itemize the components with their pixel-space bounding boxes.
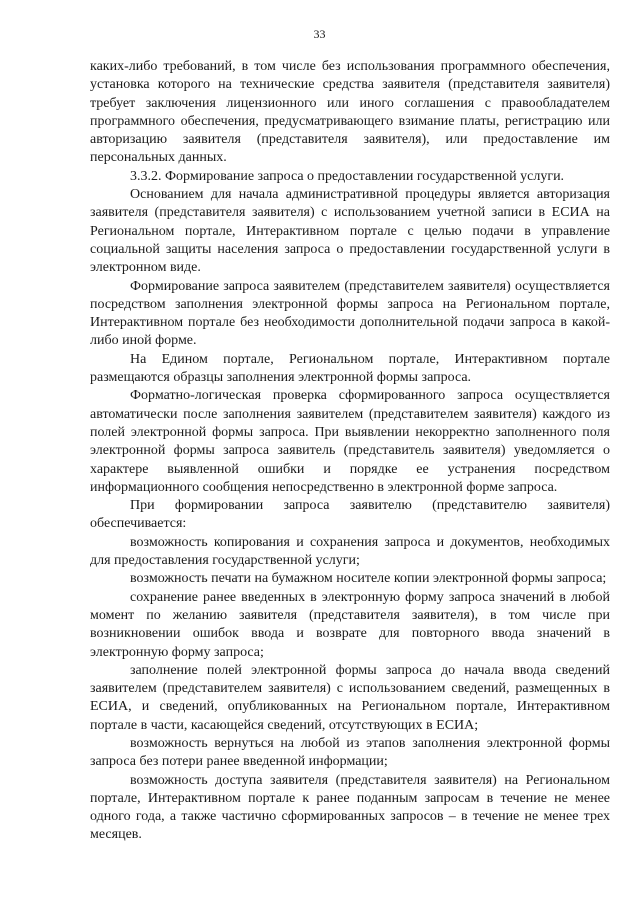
paragraph: При формировании запроса заявителю (представителю заявителя) обеспечивается: bbox=[90, 498, 610, 532]
paragraph: возможность копирования и сохранения запроса и документов, необходимых для предоставления государственной услуги; bbox=[90, 534, 610, 569]
document-body bbox=[90, 58, 610, 845]
paragraph: 3.3.2. Формирование запроса о предоставлении государственной услуги. bbox=[130, 168, 565, 184]
paragraph: возможность доступа заявителя (представителя заявителя) на Региональном портале, Интерактивном портале к ранее поданным запросам в течение не менее одного года, а также частично сформированных запросов – в течение не менее трех месяцев. bbox=[90, 772, 610, 843]
paragraph: заполнение полей электронной формы запроса до начала ввода сведений заявителем (представителем заявителя) с использованием сведений, размещенных в ЕСИА, и сведений, опубликованных на Региональном портале, Интерактивном портале в части, касающейся сведений, отсутствующих в ЕСИА; bbox=[90, 662, 610, 733]
paragraph: возможность вернуться на любой из этапов заполнения электронной формы запроса без потери ранее введенной информации; bbox=[90, 735, 610, 770]
paragraph: На Едином портале, Региональном портале, Интерактивном портале размещаются образцы заполнения электронной формы запроса. bbox=[90, 351, 610, 386]
paragraph: сохранение ранее введенных в электронную форму запроса значений в любой момент по желанию заявителя (представителя заявителя), в том числе при возникновении ошибок ввода и возврате для повторного ввода значений в электронную форму запроса; bbox=[90, 589, 610, 660]
paragraph: Формирование запроса заявителем (представителем заявителя) осуществляется посредством заполнения электронной формы запроса на Региональном портале, Интерактивном портале без необходимости дополнительной подачи запроса в какой-либо иной форме. bbox=[90, 278, 610, 349]
paragraph: Основанием для начала административной процедуры является авторизация заявителя (представителя заявителя) с использованием учетной записи в ЕСИА на Региональном портале, Интерактивном портале с целью подачи в управление социальной защиты населения запроса о предоставлении государственной услуги в электронном виде. bbox=[90, 187, 610, 276]
paragraph: возможность печати на бумажном носителе копии электронной формы запроса; bbox=[130, 571, 607, 587]
paragraph: каких-либо требований, в том числе без использования программного обеспечения, установка которого на технические средства заявителя (представителя заявителя) требует заключения лицензионного или иного соглашения с правообладателем программного обеспечения, предусматривающего взимание платы, регистрацию или авторизацию заявителя (представителя заявителя), или предоставление им персональных данных. bbox=[90, 59, 610, 166]
page-number: 33 bbox=[313, 27, 326, 41]
paragraph: Форматно-логическая проверка сформированного запроса осуществляется автоматически после заполнения заявителем (представителем заявителя) каждого из полей электронной формы запроса. При выявлении некорректно заполненного поля электронной формы запроса заявитель (представитель заявителя) уведомляется о характере выявленной ошибки и порядке ее устранения посредством информационного сообщения непосредственно в электронной форме запроса. bbox=[90, 388, 610, 495]
